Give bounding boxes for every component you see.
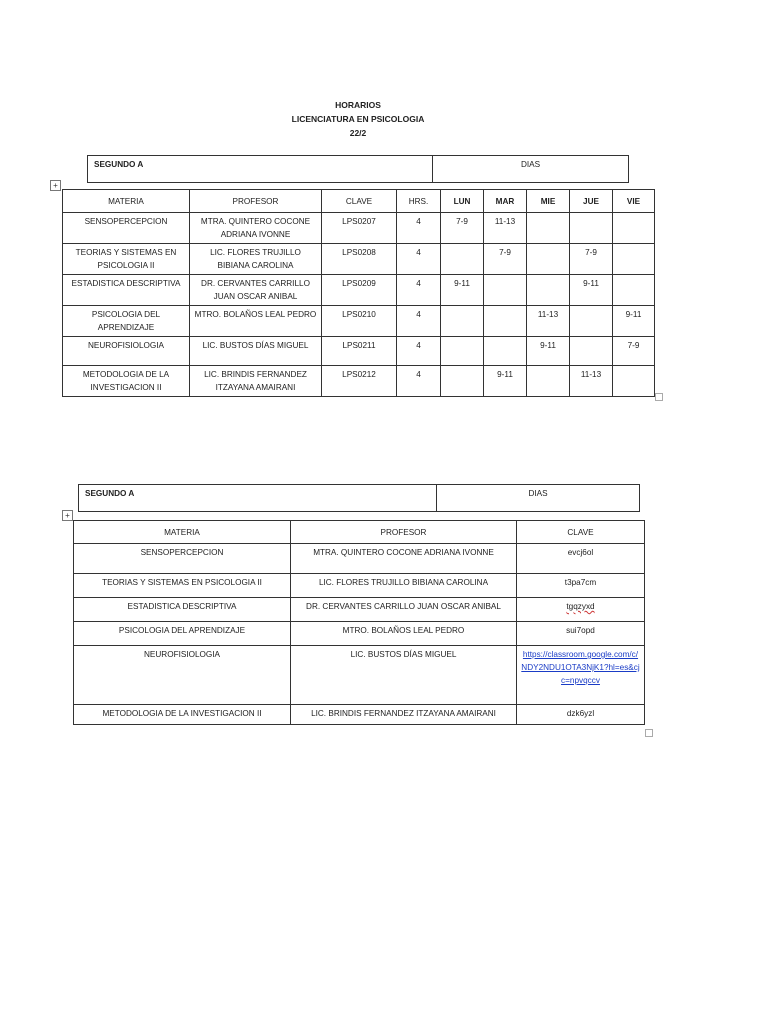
table-row bbox=[74, 574, 645, 598]
column-header: LUN bbox=[441, 190, 484, 213]
resize-handle-icon[interactable] bbox=[645, 729, 653, 737]
column-header: MIE bbox=[527, 190, 570, 213]
group-label: SEGUNDO A bbox=[79, 485, 437, 512]
cell-vie bbox=[613, 275, 655, 306]
cell-mar bbox=[484, 306, 527, 337]
cell-jue bbox=[570, 337, 613, 366]
cell-hrs: 4 bbox=[397, 244, 441, 275]
cell-clave: t3pa7cm bbox=[517, 574, 645, 598]
cell-jue bbox=[570, 306, 613, 337]
table-row bbox=[74, 598, 645, 622]
cell-mie: 9-11 bbox=[527, 337, 570, 366]
cell-profesor: LIC. BUSTOS DÍAS MIGUEL bbox=[190, 337, 322, 366]
cell-profesor: MTRA. QUINTERO COCONE ADRIANA IVONNE bbox=[190, 213, 322, 244]
table-row bbox=[63, 337, 655, 366]
classroom-table bbox=[73, 520, 645, 725]
cell-hrs: 4 bbox=[397, 213, 441, 244]
table-row bbox=[74, 622, 645, 646]
classroom-header-row bbox=[74, 521, 645, 544]
column-header: HRS. bbox=[397, 190, 441, 213]
group-label: SEGUNDO A bbox=[88, 156, 433, 183]
cell-profesor: LIC. FLORES TRUJILLO BIBIANA CAROLINA bbox=[291, 574, 517, 598]
cell-clave: LPS0211 bbox=[322, 337, 397, 366]
cell-lun: 9-11 bbox=[441, 275, 484, 306]
cell-vie: 9-11 bbox=[613, 306, 655, 337]
cell-lun bbox=[441, 306, 484, 337]
cell-vie bbox=[613, 244, 655, 275]
cell-jue: 9-11 bbox=[570, 275, 613, 306]
cell-materia: PSICOLOGIA DEL APRENDIZAJE bbox=[63, 306, 190, 337]
cell-clave: sui7opd bbox=[517, 622, 645, 646]
cell-jue bbox=[570, 213, 613, 244]
cell-mar bbox=[484, 275, 527, 306]
move-handle-icon[interactable]: + bbox=[62, 510, 73, 521]
cell-jue: 11-13 bbox=[570, 366, 613, 397]
cell-clave: LPS0212 bbox=[322, 366, 397, 397]
cell-mie bbox=[527, 275, 570, 306]
cell-clave: tgqzyxd bbox=[517, 598, 645, 622]
schedule-table bbox=[62, 189, 655, 397]
cell-lun: 7-9 bbox=[441, 213, 484, 244]
column-header: PROFESOR bbox=[291, 521, 517, 544]
table-row bbox=[63, 213, 655, 244]
column-header: PROFESOR bbox=[190, 190, 322, 213]
cell-materia: NEUROFISIOLOGIA bbox=[74, 646, 291, 705]
cell-lun bbox=[441, 337, 484, 366]
cell-materia: PSICOLOGIA DEL APRENDIZAJE bbox=[74, 622, 291, 646]
days-label: DIAS bbox=[437, 485, 640, 512]
cell-clave: LPS0207 bbox=[322, 213, 397, 244]
column-header: MATERIA bbox=[63, 190, 190, 213]
schedule-header-row bbox=[63, 190, 655, 213]
schedule-banner bbox=[87, 155, 629, 183]
cell-clave: LPS0210 bbox=[322, 306, 397, 337]
table-row bbox=[63, 306, 655, 337]
cell-profesor: MTRO. BOLAÑOS LEAL PEDRO bbox=[291, 622, 517, 646]
cell-mar bbox=[484, 337, 527, 366]
cell-clave bbox=[517, 646, 645, 705]
cell-materia: METODOLOGIA DE LA INVESTIGACION II bbox=[63, 366, 190, 397]
table-row bbox=[74, 646, 645, 705]
cell-profesor: LIC. BRINDIS FERNANDEZ ITZAYANA AMAIRANI bbox=[190, 366, 322, 397]
cell-lun bbox=[441, 366, 484, 397]
table-row bbox=[63, 244, 655, 275]
move-handle-icon[interactable]: + bbox=[50, 180, 61, 191]
cell-materia: SENSOPERCEPCION bbox=[74, 544, 291, 574]
cell-materia: TEORIAS Y SISTEMAS EN PSICOLOGIA II bbox=[63, 244, 190, 275]
cell-materia: NEUROFISIOLOGIA bbox=[63, 337, 190, 366]
cell-vie bbox=[613, 366, 655, 397]
cell-profesor: LIC. BUSTOS DÍAS MIGUEL bbox=[291, 646, 517, 705]
cell-mar: 11-13 bbox=[484, 213, 527, 244]
cell-clave: LPS0209 bbox=[322, 275, 397, 306]
table-row bbox=[74, 705, 645, 725]
cell-materia: METODOLOGIA DE LA INVESTIGACION II bbox=[74, 705, 291, 725]
cell-materia: ESTADISTICA DESCRIPTIVA bbox=[74, 598, 291, 622]
document-header bbox=[0, 98, 716, 140]
cell-hrs: 4 bbox=[397, 366, 441, 397]
table-row bbox=[63, 366, 655, 397]
resize-handle-icon[interactable] bbox=[655, 393, 663, 401]
cell-lun bbox=[441, 244, 484, 275]
cell-profesor: DR. CERVANTES CARRILLO JUAN OSCAR ANIBAL bbox=[190, 275, 322, 306]
program-name: LICENCIATURA EN PSICOLOGIA bbox=[291, 114, 425, 124]
cell-profesor: MTRO. BOLAÑOS LEAL PEDRO bbox=[190, 306, 322, 337]
cell-profesor: DR. CERVANTES CARRILLO JUAN OSCAR ANIBAL bbox=[291, 598, 517, 622]
column-header: VIE bbox=[613, 190, 655, 213]
days-label: DIAS bbox=[433, 156, 629, 183]
cell-clave: LPS0208 bbox=[322, 244, 397, 275]
column-header: CLAVE bbox=[517, 521, 645, 544]
cell-vie: 7-9 bbox=[613, 337, 655, 366]
classroom-banner bbox=[78, 484, 640, 512]
cell-clave: evcj6ol bbox=[517, 544, 645, 574]
cell-clave: dzk6yzl bbox=[517, 705, 645, 725]
cell-profesor: LIC. FLORES TRUJILLO BIBIANA CAROLINA bbox=[190, 244, 322, 275]
cell-profesor: LIC. BRINDIS FERNANDEZ ITZAYANA AMAIRANI bbox=[291, 705, 517, 725]
column-header: MAR bbox=[484, 190, 527, 213]
table-row bbox=[63, 275, 655, 306]
cell-mie bbox=[527, 244, 570, 275]
period: 22/2 bbox=[349, 128, 367, 138]
column-header: JUE bbox=[570, 190, 613, 213]
table-row bbox=[74, 544, 645, 574]
cell-mar: 9-11 bbox=[484, 366, 527, 397]
cell-hrs: 4 bbox=[397, 306, 441, 337]
cell-jue: 7-9 bbox=[570, 244, 613, 275]
cell-hrs: 4 bbox=[397, 275, 441, 306]
cell-materia: ESTADISTICA DESCRIPTIVA bbox=[63, 275, 190, 306]
cell-materia: SENSOPERCEPCION bbox=[63, 213, 190, 244]
cell-materia: TEORIAS Y SISTEMAS EN PSICOLOGIA II bbox=[74, 574, 291, 598]
column-header: CLAVE bbox=[322, 190, 397, 213]
title: HORARIOS bbox=[335, 100, 381, 110]
cell-mie bbox=[527, 213, 570, 244]
cell-mie bbox=[527, 366, 570, 397]
cell-mie: 11-13 bbox=[527, 306, 570, 337]
cell-hrs: 4 bbox=[397, 337, 441, 366]
classroom-link[interactable]: https://classroom.google.com/c/NDY2NDU1OTA3NjK1?hl=es&cjc=npvqccv bbox=[521, 650, 640, 685]
column-header: MATERIA bbox=[74, 521, 291, 544]
cell-profesor: MTRA. QUINTERO COCONE ADRIANA IVONNE bbox=[291, 544, 517, 574]
cell-mar: 7-9 bbox=[484, 244, 527, 275]
cell-vie bbox=[613, 213, 655, 244]
